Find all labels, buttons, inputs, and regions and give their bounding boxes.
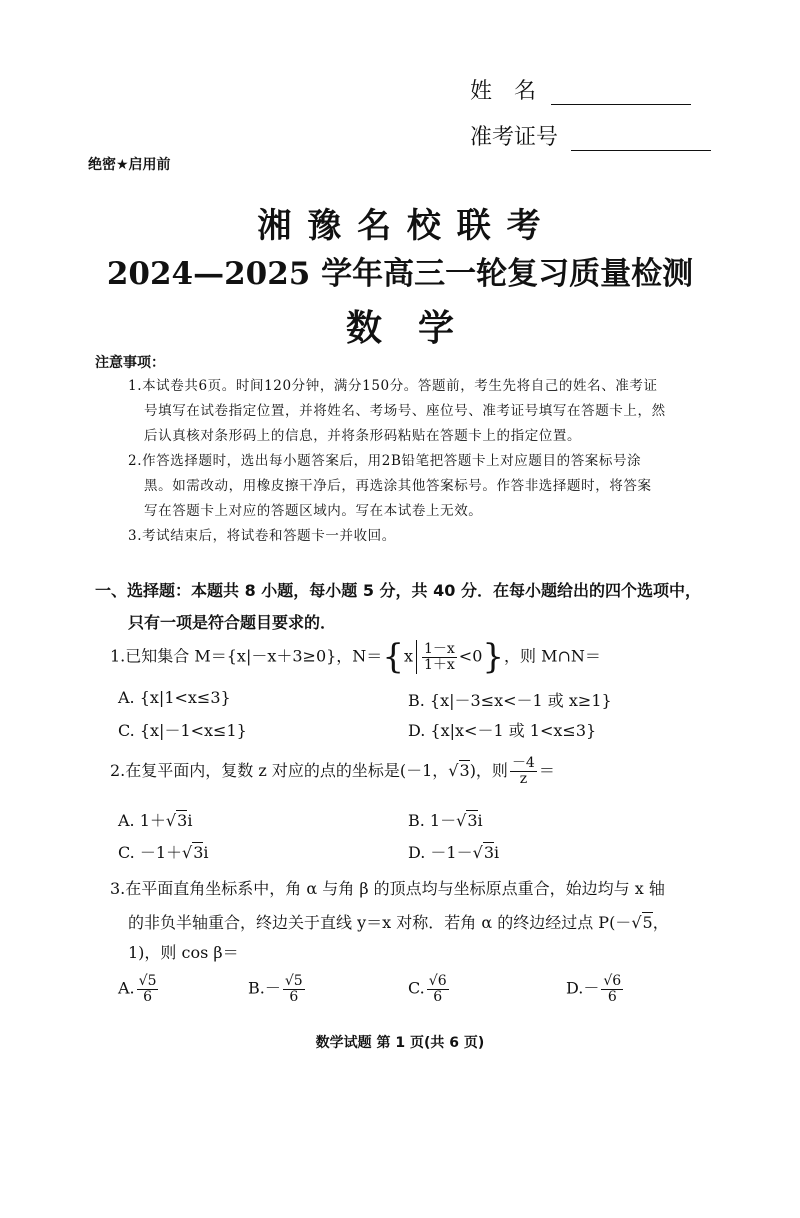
subject-title: 数 学 — [345, 307, 454, 349]
q3-option-d[interactable]: D.－ $\frac{√6}{6}$ — [566, 973, 622, 1005]
name-field-row — [470, 74, 691, 105]
q2-option-b[interactable]: B. 1－√3i — [408, 811, 483, 830]
q1-option-c[interactable]: C. {x|－1<x≤1} — [118, 721, 247, 740]
right-brace: } — [482, 637, 505, 677]
name-blank[interactable] — [551, 80, 691, 105]
exam-title: 湘 豫 名 校 联 考 — [257, 206, 543, 246]
question-2-stem: 2.在复平面内，复数 z 对应的点的坐标是(－1，√3)，则 $\frac{-4}{z}$ ＝ — [110, 755, 555, 787]
section-heading-cont: 只有一项是符合题目要求的． — [128, 613, 337, 632]
section-heading: 一、选择题：本题共 8 小题，每小题 5 分，共 40 分．在每小题给出的四个选项中， — [95, 581, 701, 600]
q3-option-b[interactable]: B.－ $\frac{√5}{6}$ — [248, 973, 303, 1005]
page-footer: 数学试题 第 1 页(共 6 页) — [315, 1035, 485, 1051]
fraction: $\frac{1-x}{1+x}$ — [423, 640, 455, 673]
q2-option-d[interactable]: D. －1－√3i — [408, 843, 500, 862]
question-3-line-2: 的非负半轴重合，终边关于直线 y＝x 对称．若角 α 的终边经过点 P(－√5， — [128, 913, 669, 932]
notes-heading: 注意事项： — [95, 355, 165, 371]
fraction: $\frac{-4}{z}$ — [511, 755, 535, 787]
question-3-line-3: 1)，则 cos β＝ — [128, 943, 239, 962]
note-line: 号填写在试卷指定位置，并将姓名、考场号、座位号、准考证号填写在答题卡上，然 — [144, 403, 666, 419]
confidential-mark: 绝密★启用前 — [88, 157, 171, 173]
q3-option-a[interactable]: A. $\frac{√5}{6}$ — [118, 973, 157, 1005]
q2-option-c[interactable]: C. －1＋√3i — [118, 843, 209, 862]
note-line: 黑。如需改动，用橡皮擦干净后，再选涂其他答案标号。作答非选择题时，将答案 — [144, 478, 652, 494]
exam-id-label: 准考证号 — [470, 125, 559, 150]
q1-option-d[interactable]: D. {x|x<－1 或 1<x≤3} — [408, 721, 597, 740]
note-line: 1.本试卷共6页。时间120分钟，满分150分。答题前，考生先将自己的姓名、准考证 — [128, 378, 658, 394]
set-bar — [416, 640, 417, 674]
note-line: 2.作答选择题时，选出每小题答案后，用2B铅笔把答题卡上对应题目的答案标号涂 — [128, 453, 642, 469]
exam-id-blank[interactable] — [571, 126, 711, 151]
left-brace: { — [382, 637, 404, 677]
exam-id-field-row — [470, 120, 711, 151]
note-line: 后认真核对条形码上的信息，并将条形码粘贴在答题卡上的指定位置。 — [144, 428, 582, 444]
exam-subtitle: 2024—2025 学年高三一轮复习质量检测 — [106, 256, 694, 292]
note-line: 3.考试结束后，将试卷和答题卡一并收回。 — [128, 528, 396, 544]
sqrt: √3 — [448, 761, 470, 780]
name-label: 姓 名 — [470, 79, 537, 104]
q1-option-b[interactable]: B. {x|－3≤x<－1 或 x≥1} — [408, 691, 612, 710]
q2-option-a[interactable]: A. 1＋√3i — [118, 811, 193, 830]
q1-option-a[interactable]: A. {x|1<x≤3} — [118, 688, 231, 707]
question-3-line-1: 3.在平面直角坐标系中，角 α 与角 β 的顶点均与坐标原点重合，始边均与 x 轴 — [110, 879, 665, 898]
question-1-stem: 1.已知集合 M＝{x|－x＋3≥0}，N＝{x $\frac{1-x}{1+x}$ <0}，则 M∩N＝ — [110, 637, 601, 677]
q3-option-c[interactable]: C. $\frac{√6}{6}$ — [408, 973, 447, 1005]
notes-list — [128, 374, 718, 549]
note-line: 写在答题卡上对应的答题区域内。写在本试卷上无效。 — [144, 503, 483, 519]
